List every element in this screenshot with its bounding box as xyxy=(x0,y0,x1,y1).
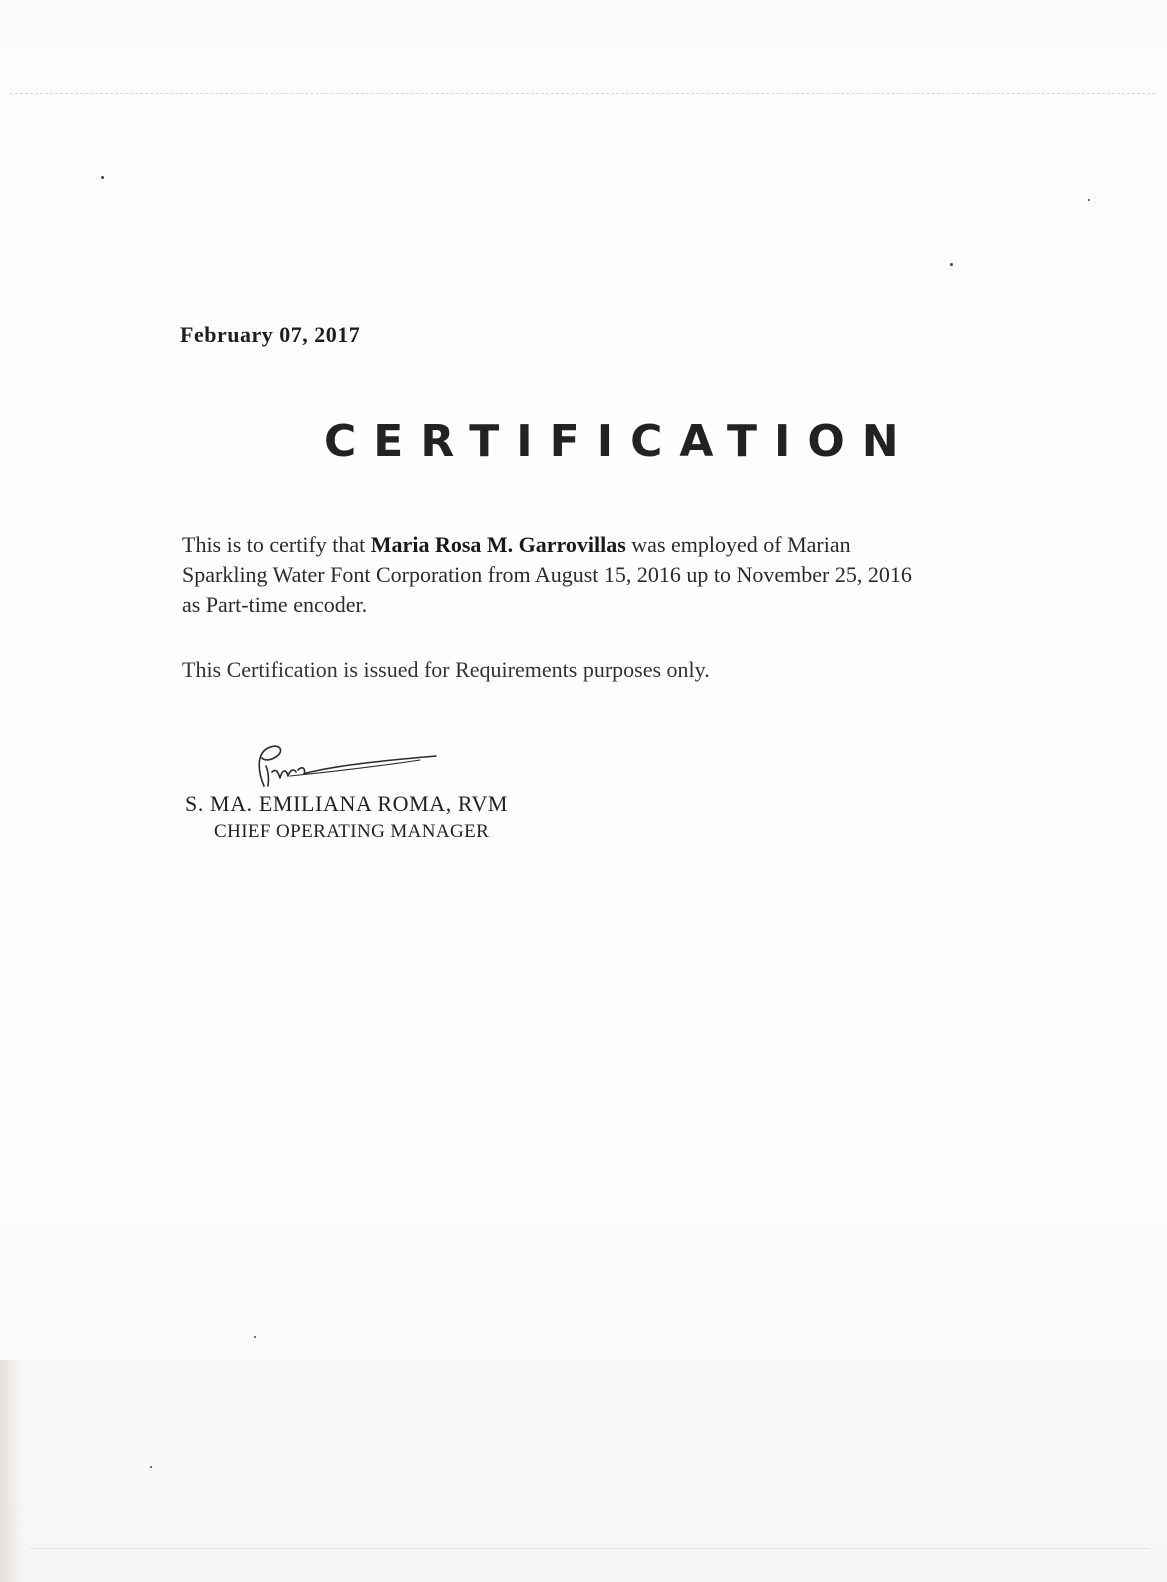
letter-date: February 07, 2017 xyxy=(180,322,361,347)
scan-speck xyxy=(1088,199,1090,201)
scan-speck xyxy=(150,1466,152,1468)
scan-edge-shadow xyxy=(0,1360,22,1582)
scan-artifact-line xyxy=(10,93,1155,94)
signature-image xyxy=(250,742,450,792)
employee-name: Maria Rosa M. Garrovillas xyxy=(370,532,626,557)
scan-speck xyxy=(254,1336,256,1338)
document-title: CERTIFICATION xyxy=(324,416,916,467)
signatory-name: S. MA. EMILIANA ROMA, RVM xyxy=(185,791,509,816)
certification-body xyxy=(182,530,922,620)
scan-speck xyxy=(101,176,104,179)
body-prefix: This is to certify that xyxy=(182,532,366,557)
body-details: was employed of Marian Sparkling Water Font Corporation from August 15, 2016 up to November 25, 2016 as Part-time encoder. xyxy=(182,532,912,617)
signatory-position: CHIEF OPERATING MANAGER xyxy=(214,821,490,842)
scan-speck xyxy=(950,263,953,266)
certification-purpose: This Certification is issued for Requirements purposes only. xyxy=(182,657,710,682)
scan-artifact-line xyxy=(30,1548,1150,1549)
